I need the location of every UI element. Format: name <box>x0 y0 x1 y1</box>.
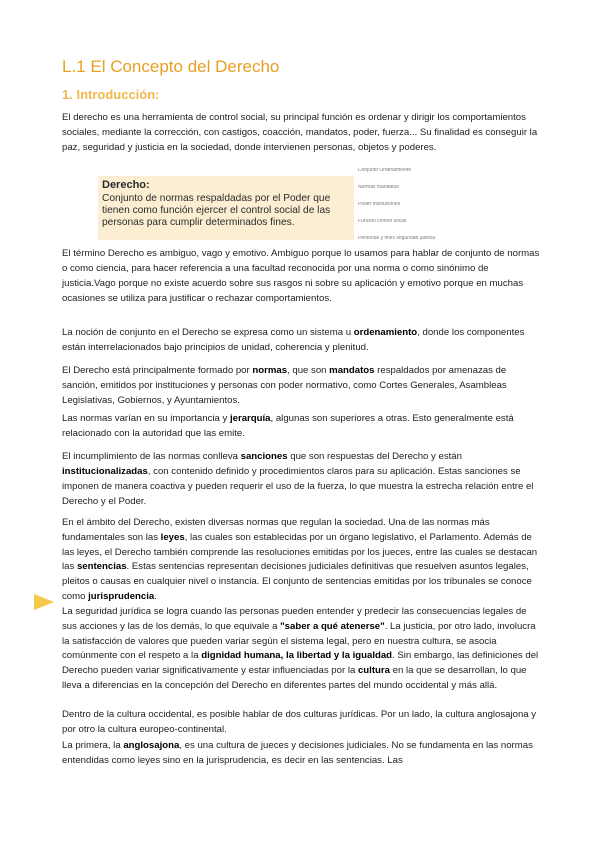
mini-list-item: Normas mandatos <box>358 185 399 190</box>
mini-concept-list <box>358 168 478 253</box>
pointer-arrow-icon <box>34 594 54 610</box>
jerarquia-paragraph: Las normas varían en su importancia y jerarquía, algunas son superiores a otras. Esto generalmente está relacionado con la autoridad que las emite. <box>62 413 514 440</box>
bold-term: jurisprudencia <box>88 590 155 602</box>
bold-term: dignidad humana, la libertad y la igualdad <box>201 650 393 662</box>
bold-term: ordenamiento <box>353 327 418 338</box>
mini-list-item: Personas y fines seguridad justicia <box>358 236 435 241</box>
definition-body: Conjunto de normas respaldadas por el Poder que tienen como función ejercer el control social de las personas para cumplir determinados fines. <box>102 193 331 228</box>
mini-list-item: Poder instituciones <box>358 202 401 207</box>
bold-term: institucionalizadas <box>62 466 148 478</box>
bold-term: jerarquía <box>229 413 271 424</box>
anglosajona-paragraph: La primera, la anglosajona, es una cultura de jueces y decisiones judiciales. No se fundamenta en las normas entendidas como leyes sino en la jurisprudencia, es decir en las sentencias. Las <box>62 740 533 766</box>
definition-box <box>98 176 354 240</box>
seguridad-paragraph: La seguridad jurídica se logra cuando las personas pueden entender y predecir las consecuencias legales de sus acciones y las de los demás, lo que equivale a "saber a qué atenerse". La justicia, por otro lado, involucra la satisfacción de valores que pueden variar según el sistema legal, pero en nuestra cultura, se asocia comúnmente con el respeto a la dignidad humana, la libertad y la igualdad. Sin embargo, las definiciones del Derecho pueden variar significativamente y estar influenciadas por la cultura en la que se desarrollan, lo que lleva a diferencias en la concepción del Derecho en diferentes partes del mundo occidental y más allá. <box>62 606 539 691</box>
bold-term: normas <box>252 365 288 376</box>
section-heading: 1. Introducción: <box>62 87 160 102</box>
bold-term: sanciones <box>240 451 288 462</box>
sanciones-paragraph: El incumplimiento de las normas conlleva sanciones que son respuestas del Derecho y están institucionalizadas, con contenido definido y procedimientos claros para su aplicación. Estas sanciones se imponen de manera coactiva y pueden requerir el uso de la fuerza, lo que muestra la estrecha relación entre el Derecho y el Poder. <box>62 451 534 508</box>
bold-term: mandatos <box>329 365 375 376</box>
bold-term: "saber a qué atenerse" <box>280 620 385 632</box>
normas-paragraph: El Derecho está principalmente formado por normas, que son mandatos respaldados por amenazas de sanción, emitidos por instituciones y personas con poder normativo, como Cortes Generales, Asambleas Legislativas, Gobiernos, y Ayuntamientos. <box>62 365 507 407</box>
intro-paragraph: El derecho es una herramienta de control social, su principal función es ordenar y dirigir los comportamientos sociales, mediante la corrección, con castigos, coacción, mandatos, poder, fuerza... Su finalidad es conseguir la paz, seguridad y justicia en la sociedad, donde intervienen personas, objetos y poderes. <box>62 112 538 154</box>
bold-term: cultura <box>357 665 390 677</box>
mini-list-item: Función control social <box>358 219 407 224</box>
cultura-paragraph: Dentro de la cultura occidental, es posible hablar de dos culturas jurídicas. Por un lado, la cultura anglosajona y por otro la cultura europeo-continental. <box>62 709 537 735</box>
leyes-paragraph: En el ámbito del Derecho, existen diversas normas que regulan la sociedad. Una de las normas más fundamentales son las leyes, las cuales son establecidas por un órgano legislativo, el Parlamento. Además de las leyes, el Derecho también comprende las resoluciones emitidas por los jueces, entre las cuales se destacan las sentencias. Estas sentencias representan decisiones judiciales definitivas que resuelven asuntos legales, pleitos o causas en cualquier nivel o instancia. El conjunto de sentencias emitidas por los tribunales se conoce como jurisprudencia. <box>62 517 538 602</box>
bold-term: sentencias <box>76 561 127 573</box>
mini-list-item: Conjunto Ordenamiento <box>358 168 412 173</box>
bold-term: leyes <box>160 531 185 543</box>
bold-term: anglosajona <box>123 740 180 751</box>
ambiguity-paragraph: El término Derecho es ambiguo, vago y emotivo. Ambiguo porque lo usamos para hablar de conjunto de normas o como ciencia, para hacer referencia a una facultad reconocida por una norma o como sinónimo de justicia.Vago porque no existe acuerdo sobre sus rasgos ni sobre su aplicación y emotivo porque en muchas ocasiones se utiliza para justificar o rechazar comportamientos. <box>62 248 540 305</box>
ordenamiento-paragraph: La noción de conjunto en el Derecho se expresa como un sistema u ordenamiento, donde los componentes están interrelacionados bajo principios de unidad, coherencia y plenitud. <box>62 327 525 354</box>
page-title: L.1 El Concepto del Derecho <box>62 57 280 76</box>
definition-title: Derecho: <box>102 179 150 191</box>
